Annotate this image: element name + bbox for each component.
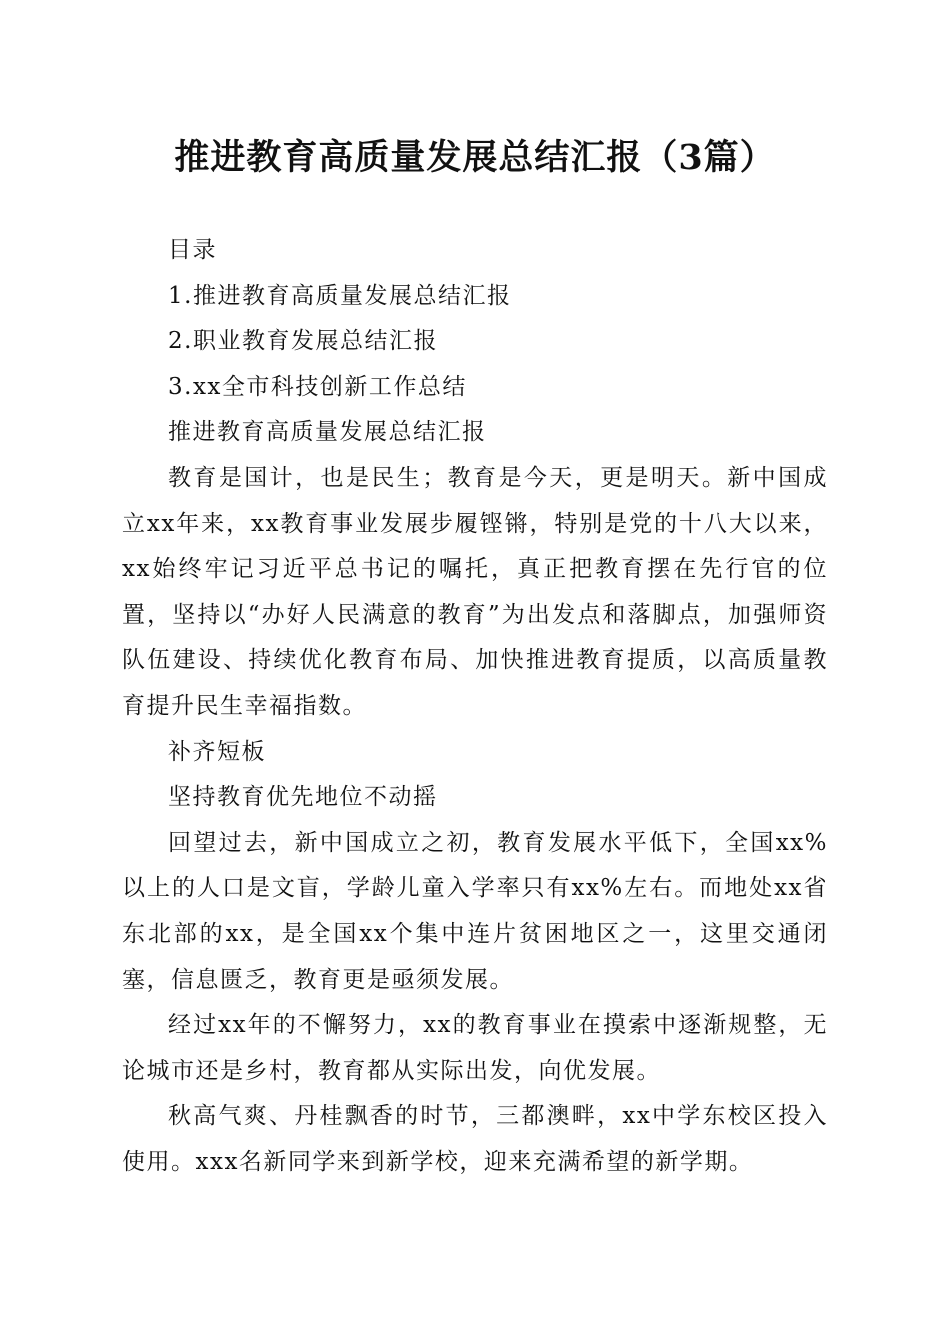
body-paragraph: 经过xx年的不懈努力，xx的教育事业在摸索中逐渐规整，无论城市还是乡村，教育都从实际出发，向优发展。 xyxy=(122,1012,828,1084)
subheading: 补齐短板 xyxy=(168,738,266,765)
document-body xyxy=(122,228,828,1185)
body-paragraph: 秋高气爽、丹桂飘香的时节，三都澳畔，xx中学东校区投入使用。xxx名新同学来到新学校，迎来充满希望的新学期。 xyxy=(122,1103,828,1175)
toc-heading: 目录 xyxy=(168,237,217,263)
document-title: 推进教育高质量发展总结汇报（3篇） xyxy=(174,137,776,178)
toc-item: 3.xx全市科技创新工作总结 xyxy=(168,373,467,400)
subheading: 坚持教育优先地位不动摇 xyxy=(168,784,438,811)
section-title: 推进教育高质量发展总结汇报 xyxy=(168,419,487,446)
body-paragraph: 回望过去，新中国成立之初，教育发展水平低下，全国xx%以上的人口是文盲，学龄儿童入学率只有xx%左右。而地处xx省东北部的xx，是全国xx个集中连片贫困地区之一，这里交通闭塞，信息匮乏，教育更是亟须发展。 xyxy=(122,829,828,993)
toc-item: 2.职业教育发展总结汇报 xyxy=(168,328,438,355)
body-paragraph: 教育是国计，也是民生；教育是今天，更是明天。新中国成立xx年来，xx教育事业发展步履铿锵，特别是党的十八大以来，xx始终牢记习近平总书记的嘱托，真正把教育摆在先行官的位置，坚持以“办好人民满意的教育”为出发点和落脚点，加强师资队伍建设、持续优化教育布局、加快推进教育提质，以高质量教育提升民生幸福指数。 xyxy=(122,464,828,719)
toc-item: 1.推进教育高质量发展总结汇报 xyxy=(168,282,512,309)
